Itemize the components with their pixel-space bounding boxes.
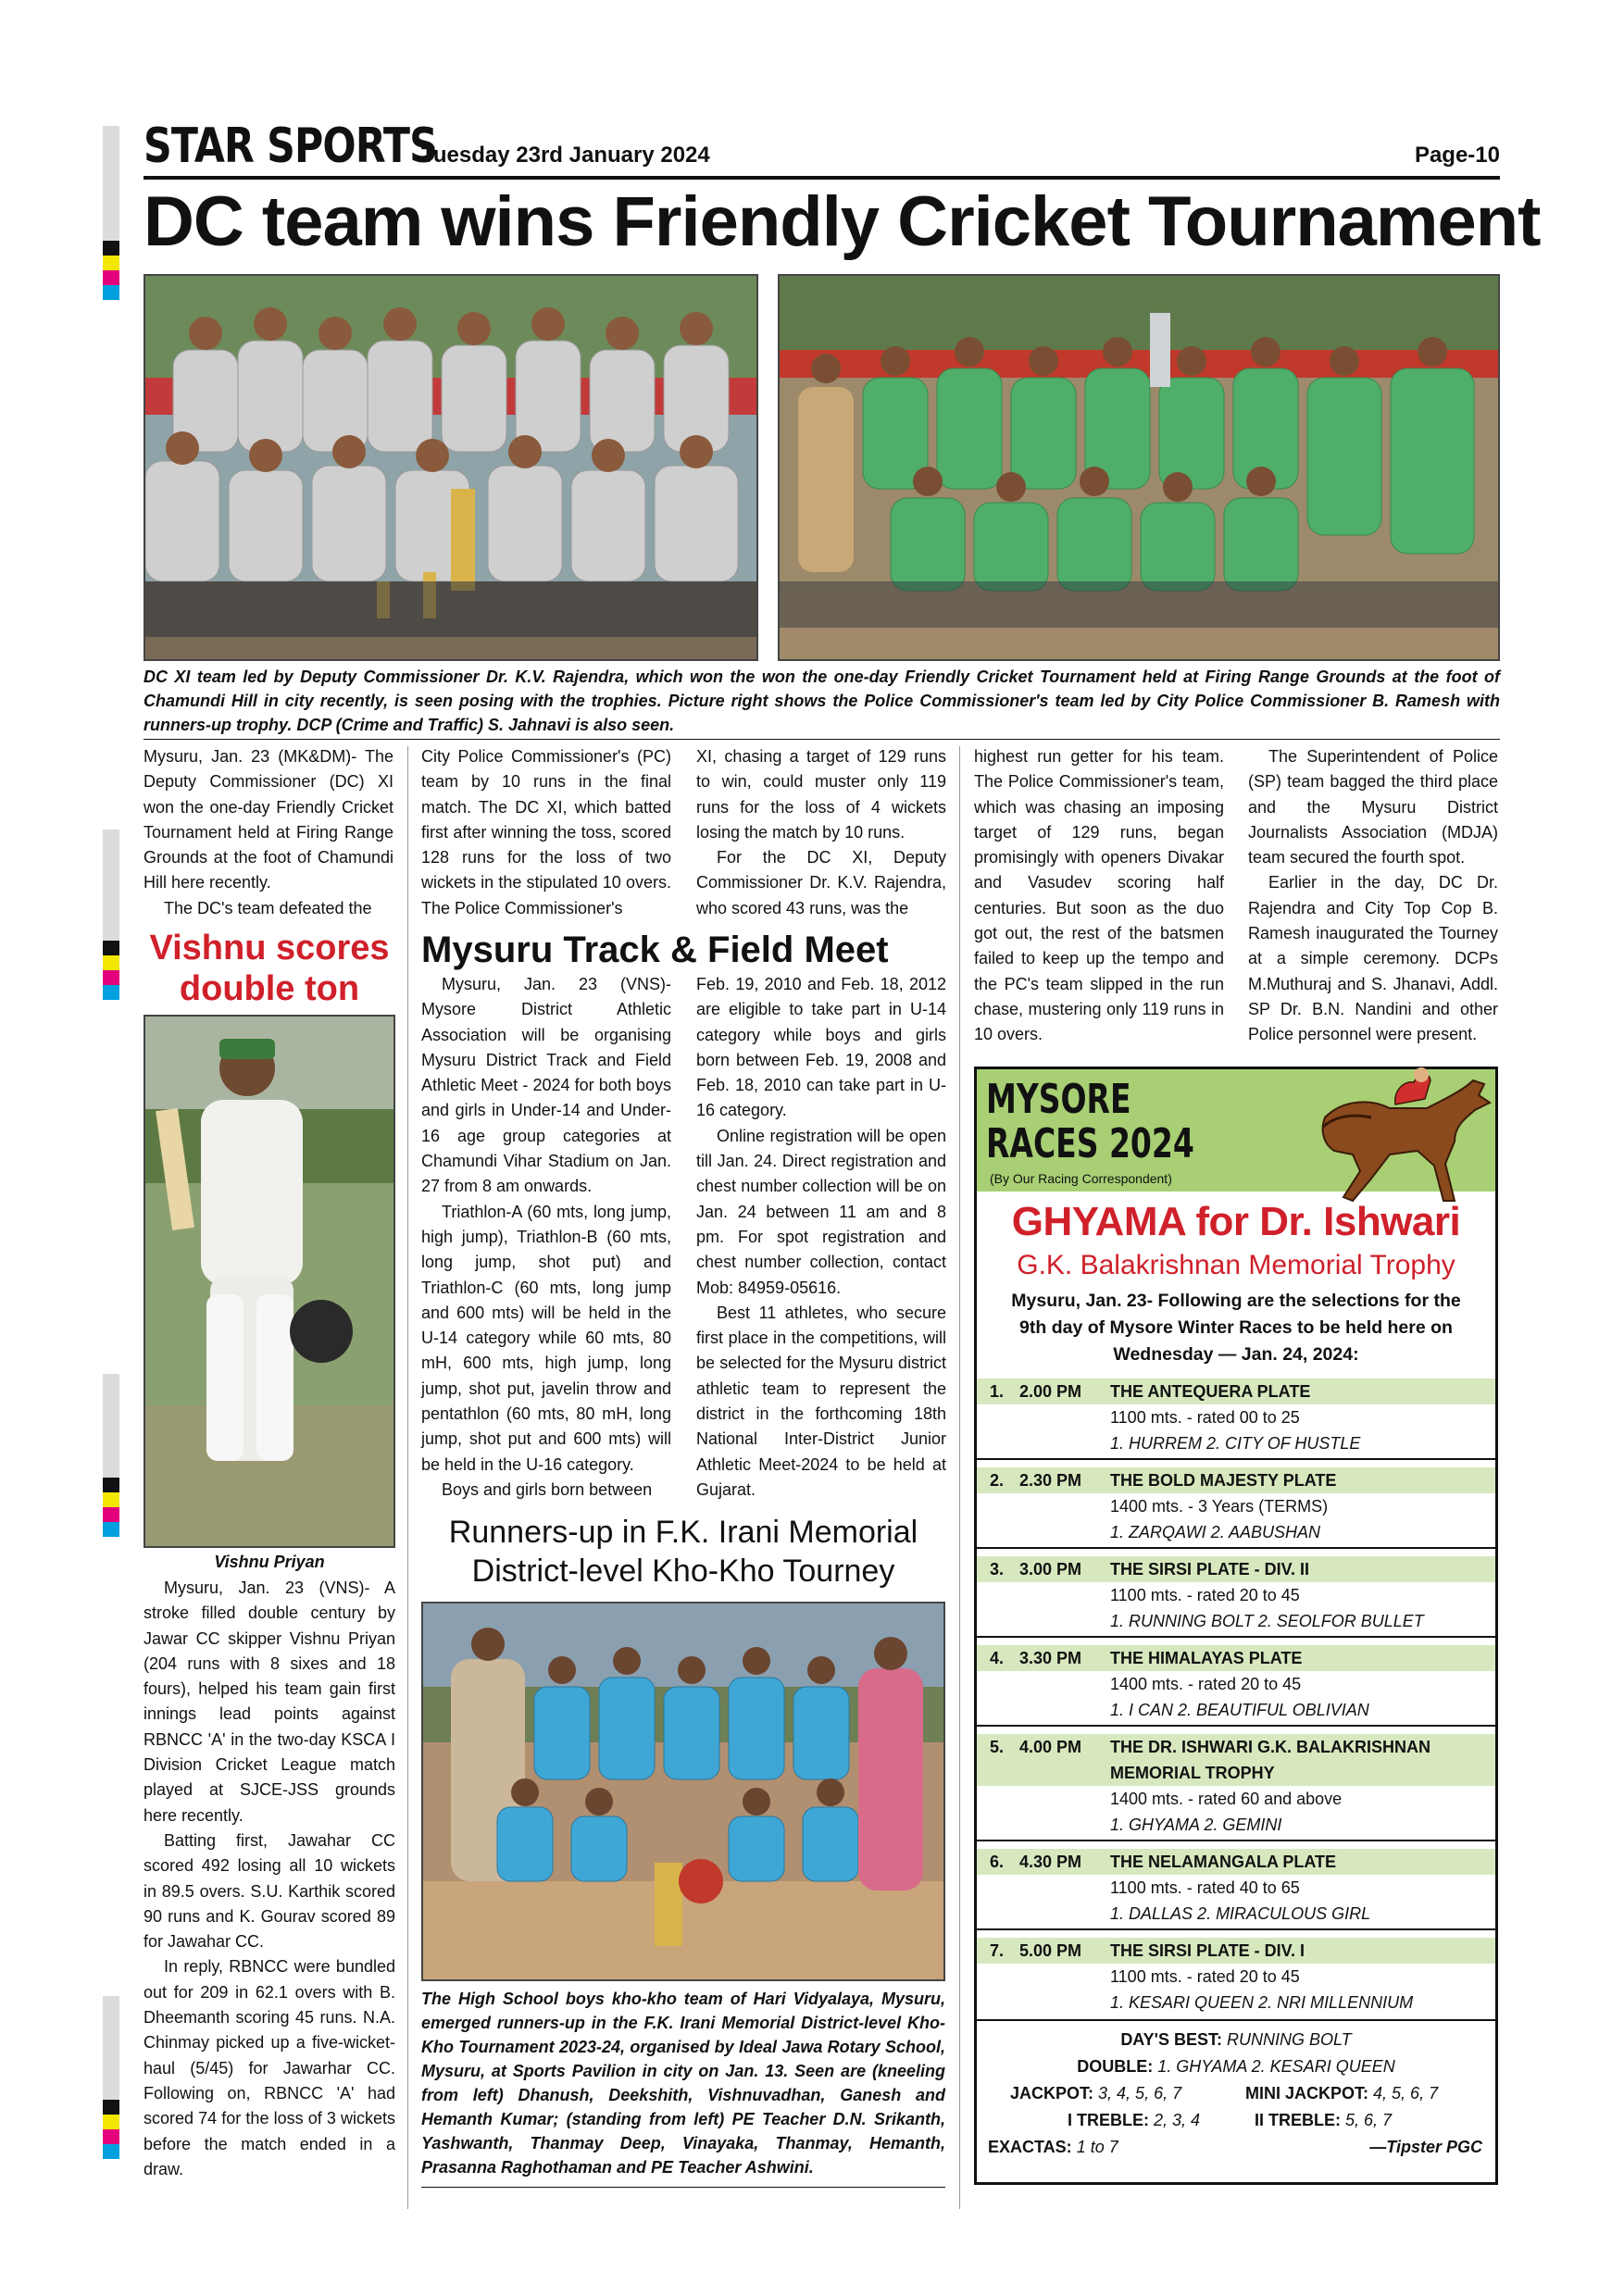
- race-picks: 1. DALLAS 2. MIRACULOUS GIRL: [1110, 1904, 1371, 1923]
- race-number: 7.: [990, 1941, 1005, 1960]
- police-team-photo: [778, 274, 1500, 661]
- race-divider: [977, 1928, 1495, 1930]
- vishnu-headline-line2: double ton: [179, 969, 360, 1008]
- race-detail: 1100 mts. - rated 20 to 45: [1110, 1586, 1300, 1604]
- race-number: 2.: [990, 1471, 1005, 1490]
- paragraph: Boys and girls born between: [442, 1479, 653, 1499]
- race-entry: [977, 1379, 1495, 1453]
- dc-story-col4: [974, 744, 1224, 1048]
- race-name: THE SIRSI PLATE - DIV. I: [1110, 1941, 1305, 1960]
- race-time: 2.00 PM: [1019, 1382, 1082, 1401]
- tip-value: 1. GHYAMA 2. KESARI QUEEN: [1157, 2057, 1395, 2076]
- tipster-credit: —Tipster PGC: [1369, 2138, 1482, 2156]
- race-detail: 1100 mts. - rated 20 to 45: [1110, 1967, 1300, 1986]
- paragraph: Mysuru, Jan. 23 (MK&DM)- The Deputy Commissioner (DC) XI won the one-day Friendly Cricket Tournament held at Firing Range Grounds at the foot of Chamundi Hill here recently.: [144, 747, 394, 892]
- tip-label: I TREBLE:: [1068, 2111, 1149, 2129]
- paragraph: Triathlon-A (60 mts, long jump, high jump), Triathlon-B (60 mts, long jump, shot put) and Triathlon-C (60 mts, long jump and 600 mts) will be held in the U-14 category while 60 mts, 80 mH, 600 mts, high jump, long jump, shot put, javelin throw and pentathlon (60 mts, 80 mH, long jump, shot put and 600 mts) will be held in the U-16 category.: [421, 1202, 671, 1474]
- race-picks: 1. I CAN 2. BEAUTIFUL OBLIVIAN: [1110, 1701, 1369, 1719]
- khokho-caption: The High School boys kho-kho team of Hari Vidyalaya, Mysuru, emerged runners-up in the F.K. Irani Memorial District-level Kho-Kho Tournament 2023-24, organised by Ideal Jawa Rotary School, Mysuru, at Sports Pavilion in city on Jan. 13. Seen are (kneeling from left) Dhanush, Deekshith, Vishnuvadhan, Ganesh and Hemanth Kumar; (standing from left) PE Teacher D.N. Srikanth, Yashwanth, Thanmay Deep, Vinayaka, Thanmay, Hemanth, Prasanna Raghothaman and PE Teacher Ashwini.: [421, 1990, 945, 2177]
- vishnu-headline-line1: Vishnu scores: [149, 929, 390, 967]
- races-header-band: [977, 1069, 1495, 1192]
- races-title-line1: MYSORE: [986, 1076, 1131, 1123]
- race-picks: 1. GHYAMA 2. GEMINI: [1110, 1816, 1282, 1834]
- tip-label: DOUBLE:: [1077, 2057, 1154, 2076]
- paragraph: The Superintendent of Police (SP) team bagged the third place and the Mysuru District Journalists Association (MDJA) team secured the fourth spot.: [1248, 747, 1498, 867]
- masthead: [144, 113, 1500, 180]
- dc-story-col5: [1248, 744, 1498, 1048]
- races-intro: Mysuru, Jan. 23- Following are the selections for the 9th day of Mysore Winter Races to be held here on Wednesday — Jan. 24, 2024:: [1011, 1291, 1461, 1365]
- paragraph: In reply, RBNCC were bundled out for 209 in 62.1 overs with B. Dheemanth scoring 45 runs. N.A. Chinmay picked up a five-wicket-haul (5/45) for Jawarhar CC. Following on, RBNCC 'A' had scored 74 for the loss of 3 wickets before the match ended in a draw.: [144, 1957, 395, 2178]
- race-header: [977, 1849, 1495, 1875]
- race-header: [977, 1467, 1495, 1493]
- column-rule: [959, 746, 960, 2209]
- race-entry: [977, 1645, 1495, 1719]
- vishnu-story: [144, 1576, 395, 2182]
- race-name: THE DR. ISHWARI G.K. BALAKRISHNAN: [1110, 1738, 1430, 1756]
- race-entry: [977, 1849, 1495, 1923]
- race-name: THE SIRSI PLATE - DIV. II: [1110, 1560, 1310, 1578]
- race-time: 2.30 PM: [1019, 1471, 1082, 1490]
- paragraph: For the DC XI, Deputy Commissioner Dr. K.V. Rajendra, who scored 43 runs, was the: [696, 848, 946, 917]
- race-header: [977, 1734, 1495, 1786]
- race-divider: [977, 1547, 1495, 1549]
- section-title: STAR SPORTS: [144, 119, 438, 174]
- race-entry: [977, 1467, 1495, 1541]
- tip-label: JACKPOT:: [1010, 2084, 1094, 2103]
- paragraph: Online registration will be open till Jan. 24. Direct registration and chest number collection will be on Jan. 24 between 11 am and 8 pm. For spot registration and chest number collection, contact Mob: 84959-05616.: [696, 1126, 946, 1297]
- caption-rule: [144, 739, 1500, 740]
- race-entry: [977, 1938, 1495, 2012]
- race-divider: [977, 1725, 1495, 1727]
- race-detail: 1100 mts. - rated 00 to 25: [1110, 1408, 1300, 1427]
- tip-exactas: [988, 2134, 1118, 2161]
- race-divider: [977, 1458, 1495, 1460]
- race-picks: 1. ZARQAWI 2. AABUSHAN: [1110, 1523, 1321, 1541]
- tip-label: DAY'S BEST:: [1120, 2030, 1222, 2049]
- race-name-line2: MEMORIAL TROPHY: [1110, 1764, 1275, 1782]
- races-correspondent: (By Our Racing Correspondent): [990, 1171, 1172, 1186]
- tip-label: EXACTAS:: [988, 2138, 1072, 2156]
- paragraph: Feb. 19, 2010 and Feb. 18, 2012 are eligible to take part in U-14 category while boys and girls born between Feb. 19, 2008 and Feb. 18, 2010 can take part in U-16 category.: [696, 975, 946, 1120]
- khokho-headline-line2: District-level Kho-Kho Tourney: [471, 1554, 895, 1589]
- race-divider: [977, 1636, 1495, 1638]
- tip-treble-1: [1068, 2107, 1200, 2134]
- race-divider: [977, 2019, 1495, 2021]
- race-number: 3.: [990, 1560, 1005, 1578]
- race-time: 3.00 PM: [1019, 1560, 1082, 1578]
- issue-date: Tuesday 23rd January 2024: [421, 143, 710, 168]
- khokho-headline-line1: Runners-up in F.K. Irani Memorial: [448, 1515, 918, 1550]
- tip-label: MINI JACKPOT:: [1245, 2084, 1369, 2103]
- track-col2: [696, 972, 946, 1503]
- tips-double: [977, 2053, 1495, 2080]
- races-title-line2: RACES 2024: [986, 1120, 1194, 1167]
- khokho-team-photo: [421, 1602, 945, 1981]
- race-header: [977, 1379, 1495, 1404]
- race-detail: 1400 mts. - rated 60 and above: [1110, 1790, 1343, 1808]
- race-header: [977, 1938, 1495, 1964]
- tip-value: 3, 4, 5, 6, 7: [1098, 2084, 1182, 2103]
- tip-jackpot: [1010, 2080, 1181, 2107]
- race-name: THE ANTEQUERA PLATE: [1110, 1382, 1311, 1401]
- race-divider: [977, 1840, 1495, 1841]
- race-time: 5.00 PM: [1019, 1941, 1082, 1960]
- paragraph: highest run getter for his team. The Police Commissioner's team, which was chasing an imposing target of 129 runs, began promisingly with openers Divakar and Vasudev scoring half centuries. But soon as the duo got out, the rest of the batsmen failed to keep up the tempo and the PC's team slipped in the run chase, mustering only 119 runs in 10 overs.: [974, 747, 1224, 1044]
- track-headline: Mysuru Track & Field Meet: [421, 930, 889, 970]
- tip-value: RUNNING BOLT: [1226, 2030, 1352, 2049]
- registration-marks-lower: [103, 1374, 119, 1537]
- paragraph: Mysuru, Jan. 23 (VNS)- A stroke filled double century by Jawar CC skipper Vishnu Priyan (204 runs with 8 sixes and 18 fours), helped his team gain first innings lead points against RBNCC 'A' in the two-day KSCA I Division Cricket League match played at SJCE-JSS grounds here recently.: [144, 1578, 395, 1825]
- tip-value: 5, 6, 7: [1345, 2111, 1393, 2129]
- khokho-rule: [421, 2187, 945, 2188]
- tip-value: 1 to 7: [1076, 2138, 1118, 2156]
- race-time: 3.30 PM: [1019, 1649, 1082, 1667]
- column-rule: [407, 746, 408, 2209]
- dc-story-col1: [144, 744, 394, 921]
- khokho-headline: [417, 1513, 950, 1591]
- race-picks: 1. KESARI QUEEN 2. NRI MILLENNIUM: [1110, 1993, 1414, 2012]
- track-col1: [421, 972, 671, 1503]
- race-header: [977, 1556, 1495, 1582]
- tip-label: II TREBLE:: [1255, 2111, 1341, 2129]
- race-header: [977, 1645, 1495, 1671]
- paragraph: XI, chasing a target of 129 runs to win, could muster only 119 runs for the loss of 4 wickets losing the match by 10 runs.: [696, 747, 946, 842]
- paragraph: Batting first, Jawahar CC scored 492 losing all 10 wickets in 89.5 overs. S.U. Karthik scored 90 runs and K. Gourav scored 89 for Jawahar CC.: [144, 1830, 395, 1952]
- paragraph: City Police Commissioner's (PC) team by 10 runs in the final match. The DC XI, which batted first after winning the toss, scored 128 runs for the loss of two wickets in the stipulated 10 overs. The Police Commissioner's: [421, 747, 671, 917]
- race-name: THE NELAMANGALA PLATE: [1110, 1853, 1336, 1871]
- registration-marks-top: [103, 126, 119, 300]
- vishnu-photo-caption: Vishnu Priyan: [214, 1553, 325, 1571]
- race-name: THE HIMALAYAS PLATE: [1110, 1649, 1303, 1667]
- paragraph: The DC's team defeated the: [164, 898, 372, 917]
- race-picks: 1. RUNNING BOLT 2. SEOLFOR BULLET: [1110, 1612, 1424, 1630]
- race-name: THE BOLD MAJESTY PLATE: [1110, 1471, 1337, 1490]
- tip-treble-2: [1255, 2107, 1392, 2134]
- race-entry: [977, 1734, 1495, 1834]
- dc-story-col2: [421, 744, 671, 921]
- vishnu-photo: [144, 1015, 395, 1548]
- paragraph: Mysuru, Jan. 23 (VNS)- Mysore District Athletic Association will be organising Mysuru District Track and Field Athletic Meet - 2024 for both boys and girls in Under-14 and Under-16 age group categories at Chamundi Vihar Stadium on Jan. 27 from 8 am onwards.: [421, 975, 671, 1196]
- page-number: Page-10: [1414, 143, 1500, 168]
- race-time: 4.00 PM: [1019, 1738, 1082, 1756]
- race-time: 4.30 PM: [1019, 1853, 1082, 1871]
- race-number: 4.: [990, 1649, 1005, 1667]
- paragraph: Best 11 athletes, who secure first place in the competitions, will be selected for the Mysuru district athletic team to represent the district in the forthcoming 18th National Inter-District Junior Athletic Meet-2024 to be held at Gujarat.: [696, 1303, 946, 1499]
- tip-value: 4, 5, 6, 7: [1373, 2084, 1439, 2103]
- dc-story-col3: [696, 744, 946, 921]
- registration-marks-bottom: [103, 1996, 119, 2159]
- races-subheadline: G.K. Balakrishnan Memorial Trophy: [1017, 1250, 1455, 1280]
- tip-value: 2, 3, 4: [1154, 2111, 1201, 2129]
- vishnu-headline: [139, 928, 400, 1009]
- race-number: 5.: [990, 1738, 1005, 1756]
- race-detail: 1400 mts. - 3 Years (TERMS): [1110, 1497, 1329, 1516]
- racehorse-icon: [1316, 1062, 1497, 1210]
- mysore-races-box: [974, 1067, 1498, 2185]
- race-entry: [977, 1556, 1495, 1630]
- tip-mini-jackpot: [1245, 2080, 1438, 2107]
- main-headline: DC team wins Friendly Cricket Tournament: [144, 182, 1541, 261]
- dc-team-photo: [144, 274, 758, 661]
- races-headline: GHYAMA for Dr. Ishwari: [1011, 1199, 1461, 1244]
- paragraph: Earlier in the day, DC Dr. Rajendra and City Top Cop B. Ramesh inaugurated the Tourney at a simple ceremony. DCPs M.Muthuraj and S. Jhanavi, Addl. SP Dr. B.N. Nandini and other Police personnel were present.: [1248, 873, 1498, 1044]
- race-number: 6.: [990, 1853, 1005, 1871]
- race-picks: 1. HURREM 2. CITY OF HUSTLE: [1110, 1434, 1361, 1453]
- top-photo-caption: DC XI team led by Deputy Commissioner Dr. K.V. Rajendra, which won the won the one-day Friendly Cricket Tournament held at Firing Range Grounds at the foot of Chamundi Hill in city recently, is seen posing with the trophies. Picture right shows the Police Commissioner's team led by City Police Commissioner B. Ramesh with runners-up trophy. DCP (Crime and Traffic) S. Jahnavi is also seen.: [144, 668, 1500, 734]
- race-detail: 1100 mts. - rated 40 to 65: [1110, 1878, 1300, 1897]
- race-detail: 1400 mts. - rated 20 to 45: [1110, 1675, 1302, 1693]
- race-number: 1.: [990, 1382, 1005, 1401]
- registration-marks-mid: [103, 830, 119, 1000]
- tips-days-best: [977, 2027, 1495, 2053]
